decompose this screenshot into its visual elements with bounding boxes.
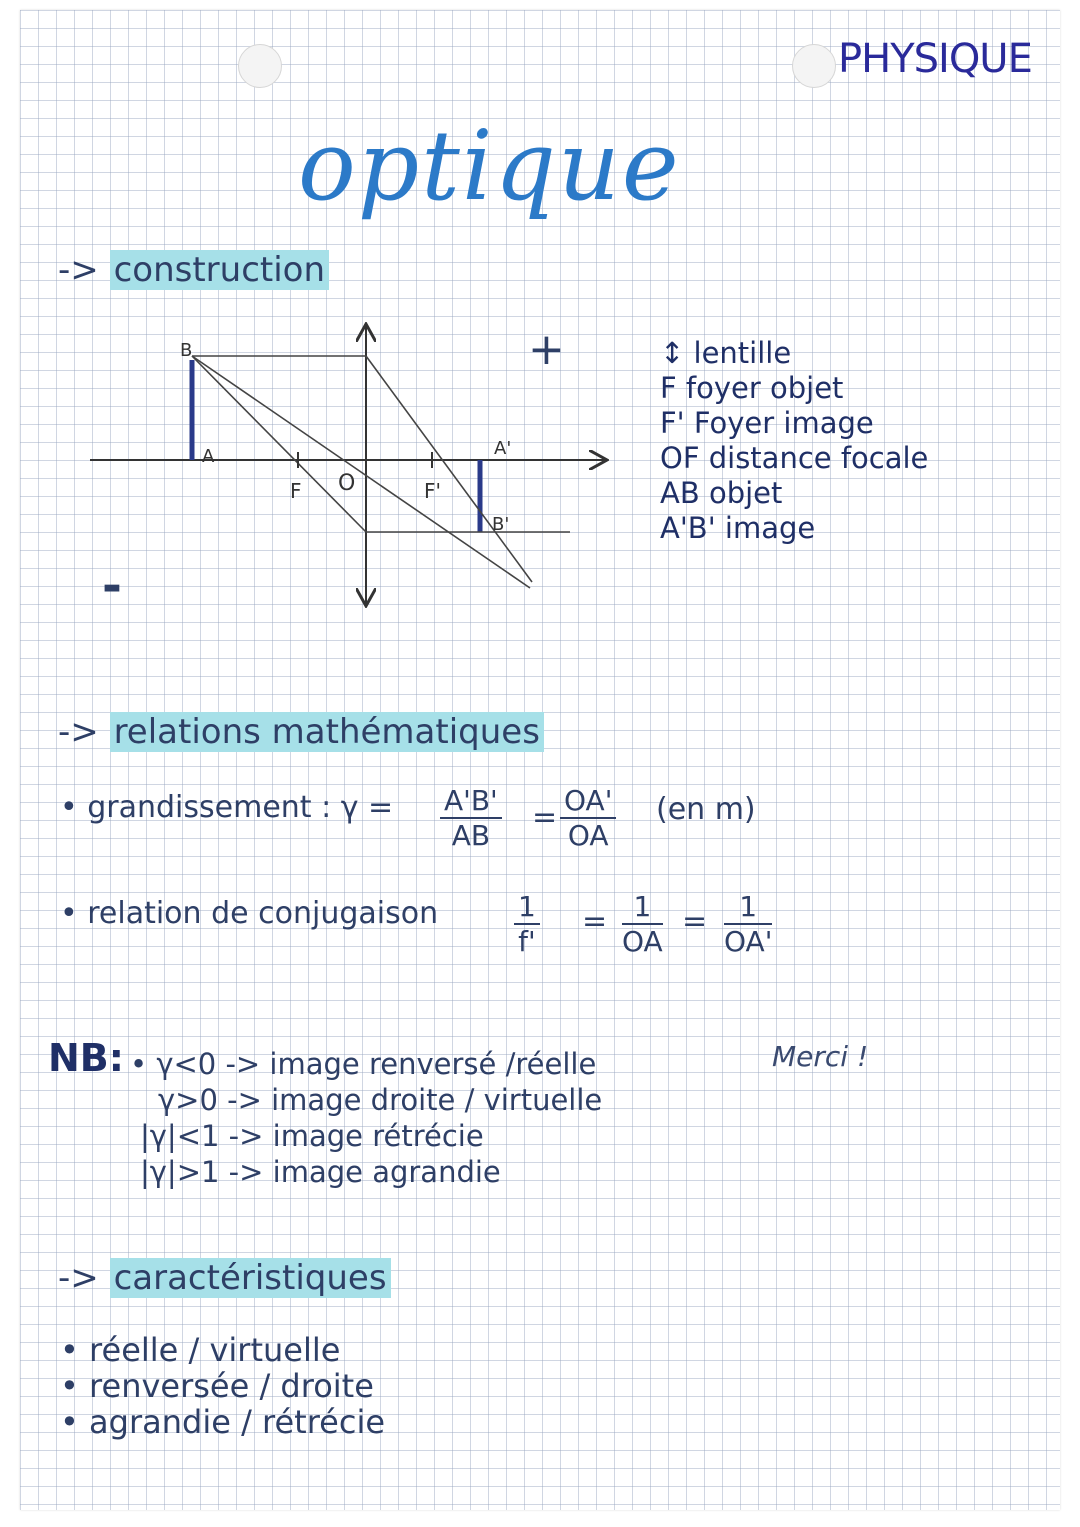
legend-item: F foyer objet [660, 371, 844, 405]
nb-line: γ>0 -> image droite / virtuelle [158, 1083, 603, 1117]
fraction-1-over-oa: $\frac{1}{OA}$ [622, 890, 663, 958]
nb-line: • γ<0 -> image renversé /réelle [130, 1047, 597, 1081]
list-item: • réelle / virtuelle [60, 1331, 341, 1369]
list-item: • renversée / droite [60, 1367, 374, 1405]
section-construction-label: construction [110, 250, 329, 290]
legend-list [660, 336, 928, 546]
label-b-prime: B' [492, 514, 510, 535]
section-construction [58, 250, 329, 290]
conjugaison-label: • relation de conjugaison [60, 896, 439, 931]
legend-item: OF distance focale [660, 441, 929, 475]
grandissement-label: • grandissement : γ = [60, 790, 394, 825]
fraction-1-over-f-prime: $\frac{1}{f'}$ [514, 890, 540, 958]
merci-note: Merci ! [772, 1040, 869, 1073]
section-caracteristiques [58, 1258, 391, 1298]
subject-heading: PHYSIQUE [838, 36, 1032, 82]
label-o: O [338, 471, 356, 496]
section-caracteristiques-label: caractéristiques [110, 1258, 391, 1298]
fraction-1-over-oa-prime: $\frac{1}{OA'}$ [724, 890, 773, 958]
list-item: • agrandie / rétrécie [60, 1403, 386, 1441]
legend-item: ↕ lentille [660, 336, 792, 370]
nb-line: |γ|<1 -> image rétrécie [140, 1119, 484, 1153]
unit-label: (en m) [656, 792, 756, 827]
nb-list [130, 1046, 602, 1190]
nb-line: |γ|>1 -> image agrandie [140, 1155, 501, 1189]
caracteristiques-list [60, 1332, 385, 1440]
label-f-prime: F' [424, 479, 442, 503]
equals-sign: = [682, 904, 708, 939]
label-f: F [290, 479, 302, 503]
binder-hole-right [792, 44, 836, 88]
label-a: A [202, 446, 215, 467]
equals-sign: = [582, 904, 608, 939]
minus-sign: - [102, 558, 122, 614]
notebook-page [20, 10, 1060, 1510]
ray-through-focus [366, 356, 532, 582]
legend-item: A'B' image [660, 511, 816, 545]
legend-item: F' Foyer image [660, 406, 874, 440]
equals-sign: = [532, 800, 558, 835]
section-arrow: -> [58, 250, 99, 290]
plus-sign: + [528, 324, 565, 375]
nb-prefix: NB: [48, 1036, 124, 1080]
binder-hole-left [238, 44, 282, 88]
fraction-ab-prime-over-ab: $\frac{A'B'}{AB}$ [440, 784, 502, 852]
section-relations [58, 712, 544, 752]
gamma-symbol: γ = [340, 790, 394, 825]
legend-item: AB objet [660, 476, 783, 510]
page-title: optique [298, 110, 681, 222]
section-arrow: -> [58, 712, 99, 752]
section-arrow: -> [58, 1258, 99, 1298]
label-b: B [180, 340, 193, 361]
label-a-prime: A' [494, 438, 512, 459]
ray-from-focus [192, 356, 366, 532]
fraction-oa-prime-over-oa: $\frac{OA'}{OA}$ [560, 784, 616, 852]
section-relations-label: relations mathématiques [110, 712, 544, 752]
lens-construction-diagram [80, 320, 640, 620]
